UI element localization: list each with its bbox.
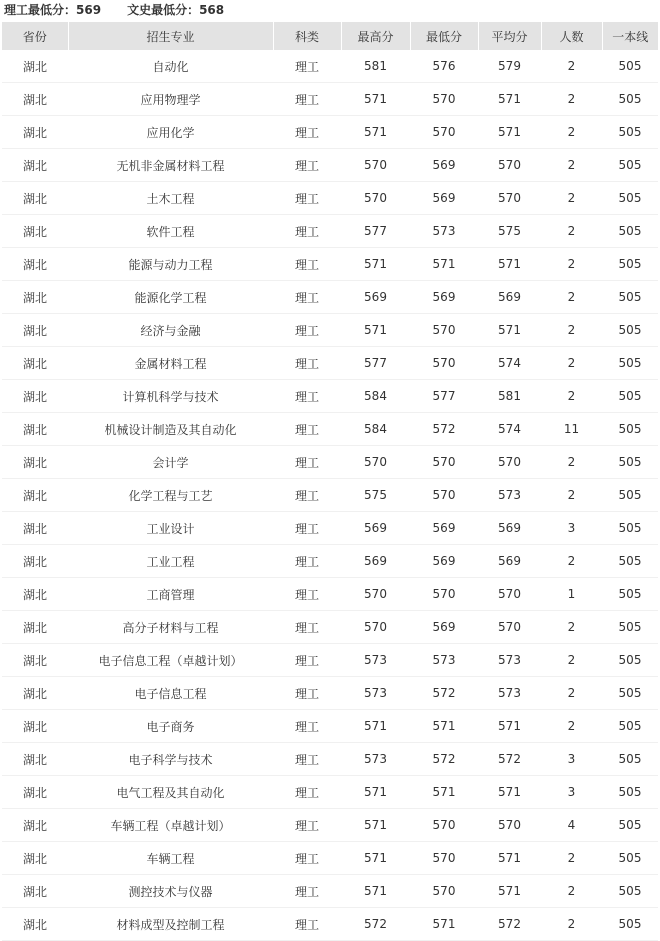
table-cell-count: 1 bbox=[541, 578, 602, 611]
column-header-max-score: 最高分 bbox=[341, 22, 410, 50]
table-cell-min-score: 571 bbox=[410, 248, 478, 281]
table-cell-count: 2 bbox=[541, 248, 602, 281]
table-cell-count: 2 bbox=[541, 83, 602, 116]
table-cell-category: 理工 bbox=[273, 611, 341, 644]
column-header-major: 招生专业 bbox=[68, 22, 273, 50]
table-cell-avg-score: 574 bbox=[478, 347, 541, 380]
table-row bbox=[2, 347, 658, 380]
table-cell-avg-score: 571 bbox=[478, 776, 541, 809]
table-cell-max-score: 570 bbox=[341, 182, 410, 215]
table-cell-count: 2 bbox=[541, 446, 602, 479]
table-cell-province: 湖北 bbox=[2, 776, 68, 809]
table-cell-avg-score: 569 bbox=[478, 512, 541, 545]
table-cell-category: 理工 bbox=[273, 116, 341, 149]
table-cell-min-score: 571 bbox=[410, 908, 478, 941]
table-cell-category: 理工 bbox=[273, 50, 341, 83]
table-cell-max-score: 569 bbox=[341, 281, 410, 314]
table-cell-min-score: 569 bbox=[410, 611, 478, 644]
table-cell-category: 理工 bbox=[273, 908, 341, 941]
table-cell-count: 2 bbox=[541, 215, 602, 248]
table-cell-province: 湖北 bbox=[2, 182, 68, 215]
table-cell-avg-score: 571 bbox=[478, 710, 541, 743]
table-cell-count: 2 bbox=[541, 380, 602, 413]
table-cell-major: 材料成型及控制工程 bbox=[68, 908, 273, 941]
table-cell-max-score: 571 bbox=[341, 710, 410, 743]
table-cell-major: 金属材料工程 bbox=[68, 347, 273, 380]
table-cell-category: 理工 bbox=[273, 809, 341, 842]
table-cell-cutoff-line: 505 bbox=[602, 743, 658, 776]
table-cell-count: 2 bbox=[541, 314, 602, 347]
table-cell-major: 经济与金融 bbox=[68, 314, 273, 347]
table-cell-major: 机械设计制造及其自动化 bbox=[68, 413, 273, 446]
table-cell-category: 理工 bbox=[273, 446, 341, 479]
table-cell-count: 2 bbox=[541, 677, 602, 710]
table-row bbox=[2, 644, 658, 677]
table-cell-min-score: 570 bbox=[410, 479, 478, 512]
table-cell-min-score: 569 bbox=[410, 149, 478, 182]
table-cell-cutoff-line: 505 bbox=[602, 710, 658, 743]
table-cell-cutoff-line: 505 bbox=[602, 116, 658, 149]
table-row bbox=[2, 776, 658, 809]
science-min-score: 理工最低分：569 bbox=[4, 3, 102, 17]
table-cell-major: 电子商务 bbox=[68, 710, 273, 743]
table-row bbox=[2, 479, 658, 512]
table-cell-count: 2 bbox=[541, 644, 602, 677]
table-cell-category: 理工 bbox=[273, 380, 341, 413]
table-cell-max-score: 569 bbox=[341, 545, 410, 578]
table-cell-max-score: 571 bbox=[341, 809, 410, 842]
table-cell-count: 2 bbox=[541, 710, 602, 743]
table-cell-category: 理工 bbox=[273, 644, 341, 677]
table-cell-major: 软件工程 bbox=[68, 215, 273, 248]
table-cell-min-score: 570 bbox=[410, 83, 478, 116]
table-cell-cutoff-line: 505 bbox=[602, 50, 658, 83]
table-cell-category: 理工 bbox=[273, 578, 341, 611]
table-cell-cutoff-line: 505 bbox=[602, 875, 658, 908]
table-cell-province: 湖北 bbox=[2, 479, 68, 512]
table-cell-category: 理工 bbox=[273, 314, 341, 347]
table-cell-avg-score: 581 bbox=[478, 380, 541, 413]
table-cell-cutoff-line: 505 bbox=[602, 149, 658, 182]
table-cell-major: 土木工程 bbox=[68, 182, 273, 215]
table-cell-major: 化学工程与工艺 bbox=[68, 479, 273, 512]
table-row bbox=[2, 314, 658, 347]
table-cell-major: 能源化学工程 bbox=[68, 281, 273, 314]
column-header-min-score: 最低分 bbox=[410, 22, 478, 50]
table-cell-cutoff-line: 505 bbox=[602, 776, 658, 809]
table-cell-major: 高分子材料与工程 bbox=[68, 611, 273, 644]
table-cell-province: 湖北 bbox=[2, 644, 68, 677]
table-cell-cutoff-line: 505 bbox=[602, 578, 658, 611]
table-cell-major: 电气工程及其自动化 bbox=[68, 776, 273, 809]
table-row bbox=[2, 50, 658, 83]
table-cell-max-score: 569 bbox=[341, 512, 410, 545]
table-cell-cutoff-line: 505 bbox=[602, 281, 658, 314]
table-cell-province: 湖北 bbox=[2, 281, 68, 314]
table-cell-cutoff-line: 505 bbox=[602, 512, 658, 545]
table-cell-avg-score: 579 bbox=[478, 50, 541, 83]
table-cell-min-score: 570 bbox=[410, 446, 478, 479]
table-cell-cutoff-line: 505 bbox=[602, 809, 658, 842]
table-cell-cutoff-line: 505 bbox=[602, 215, 658, 248]
table-body bbox=[2, 50, 658, 941]
table-cell-count: 2 bbox=[541, 875, 602, 908]
table-cell-cutoff-line: 505 bbox=[602, 479, 658, 512]
table-cell-max-score: 571 bbox=[341, 842, 410, 875]
table-cell-min-score: 572 bbox=[410, 677, 478, 710]
table-header-row bbox=[2, 22, 658, 50]
table-row bbox=[2, 545, 658, 578]
table-cell-province: 湖北 bbox=[2, 413, 68, 446]
column-header-province: 省份 bbox=[2, 22, 68, 50]
table-cell-major: 自动化 bbox=[68, 50, 273, 83]
table-cell-province: 湖北 bbox=[2, 446, 68, 479]
table-cell-category: 理工 bbox=[273, 512, 341, 545]
table-cell-min-score: 573 bbox=[410, 644, 478, 677]
table-cell-province: 湖北 bbox=[2, 842, 68, 875]
table-cell-avg-score: 570 bbox=[478, 578, 541, 611]
table-row bbox=[2, 413, 658, 446]
table-cell-province: 湖北 bbox=[2, 50, 68, 83]
table-cell-cutoff-line: 505 bbox=[602, 677, 658, 710]
table-cell-major: 工业设计 bbox=[68, 512, 273, 545]
table-cell-major: 应用物理学 bbox=[68, 83, 273, 116]
table-cell-avg-score: 570 bbox=[478, 809, 541, 842]
table-row bbox=[2, 446, 658, 479]
table-cell-max-score: 573 bbox=[341, 677, 410, 710]
table-cell-cutoff-line: 505 bbox=[602, 314, 658, 347]
table-cell-cutoff-line: 505 bbox=[602, 182, 658, 215]
table-cell-major: 会计学 bbox=[68, 446, 273, 479]
table-cell-count: 2 bbox=[541, 116, 602, 149]
table-cell-min-score: 569 bbox=[410, 182, 478, 215]
table-cell-province: 湖北 bbox=[2, 743, 68, 776]
table-row bbox=[2, 842, 658, 875]
table-cell-province: 湖北 bbox=[2, 677, 68, 710]
table-cell-max-score: 570 bbox=[341, 578, 410, 611]
table-cell-province: 湖北 bbox=[2, 347, 68, 380]
table-cell-cutoff-line: 505 bbox=[602, 83, 658, 116]
table-cell-max-score: 571 bbox=[341, 248, 410, 281]
table-cell-category: 理工 bbox=[273, 776, 341, 809]
table-cell-category: 理工 bbox=[273, 248, 341, 281]
table-cell-count: 2 bbox=[541, 347, 602, 380]
table-cell-avg-score: 573 bbox=[478, 479, 541, 512]
table-cell-category: 理工 bbox=[273, 215, 341, 248]
table-row bbox=[2, 380, 658, 413]
table-cell-province: 湖北 bbox=[2, 248, 68, 281]
table-row bbox=[2, 809, 658, 842]
table-cell-count: 2 bbox=[541, 149, 602, 182]
table-cell-count: 11 bbox=[541, 413, 602, 446]
table-cell-category: 理工 bbox=[273, 743, 341, 776]
table-cell-min-score: 570 bbox=[410, 809, 478, 842]
table-cell-avg-score: 571 bbox=[478, 314, 541, 347]
table-cell-max-score: 573 bbox=[341, 743, 410, 776]
table-cell-major: 车辆工程（卓越计划） bbox=[68, 809, 273, 842]
table-cell-count: 2 bbox=[541, 611, 602, 644]
table-cell-province: 湖北 bbox=[2, 578, 68, 611]
table-cell-avg-score: 569 bbox=[478, 545, 541, 578]
column-header-count: 人数 bbox=[541, 22, 602, 50]
table-cell-avg-score: 570 bbox=[478, 149, 541, 182]
table-cell-province: 湖北 bbox=[2, 116, 68, 149]
table-cell-cutoff-line: 505 bbox=[602, 908, 658, 941]
table-cell-min-score: 573 bbox=[410, 215, 478, 248]
table-row bbox=[2, 743, 658, 776]
table-cell-province: 湖北 bbox=[2, 83, 68, 116]
table-cell-province: 湖北 bbox=[2, 611, 68, 644]
table-cell-cutoff-line: 505 bbox=[602, 347, 658, 380]
table-cell-avg-score: 571 bbox=[478, 875, 541, 908]
table-cell-category: 理工 bbox=[273, 413, 341, 446]
table-row bbox=[2, 248, 658, 281]
table-cell-major: 电子信息工程 bbox=[68, 677, 273, 710]
table-cell-cutoff-line: 505 bbox=[602, 446, 658, 479]
table-cell-min-score: 571 bbox=[410, 776, 478, 809]
table-cell-count: 2 bbox=[541, 281, 602, 314]
table-row bbox=[2, 182, 658, 215]
table-row bbox=[2, 149, 658, 182]
table-cell-major: 能源与动力工程 bbox=[68, 248, 273, 281]
table-cell-avg-score: 571 bbox=[478, 248, 541, 281]
column-header-category: 科类 bbox=[273, 22, 341, 50]
column-header-cutoff-line: 一本线 bbox=[602, 22, 658, 50]
table-cell-province: 湖北 bbox=[2, 512, 68, 545]
table-cell-count: 4 bbox=[541, 809, 602, 842]
table-cell-min-score: 570 bbox=[410, 875, 478, 908]
table-cell-min-score: 570 bbox=[410, 578, 478, 611]
table-cell-province: 湖北 bbox=[2, 908, 68, 941]
table-cell-cutoff-line: 505 bbox=[602, 413, 658, 446]
table-cell-max-score: 584 bbox=[341, 380, 410, 413]
table-cell-province: 湖北 bbox=[2, 809, 68, 842]
table-row bbox=[2, 908, 658, 941]
table-cell-min-score: 577 bbox=[410, 380, 478, 413]
table-cell-cutoff-line: 505 bbox=[602, 380, 658, 413]
table-row bbox=[2, 83, 658, 116]
table-cell-count: 3 bbox=[541, 512, 602, 545]
table-cell-avg-score: 571 bbox=[478, 116, 541, 149]
score-summary bbox=[0, 0, 660, 22]
table-row bbox=[2, 578, 658, 611]
table-row bbox=[2, 281, 658, 314]
table-row bbox=[2, 710, 658, 743]
table-cell-cutoff-line: 505 bbox=[602, 644, 658, 677]
table-cell-count: 2 bbox=[541, 479, 602, 512]
table-cell-min-score: 571 bbox=[410, 710, 478, 743]
table-cell-category: 理工 bbox=[273, 83, 341, 116]
table-cell-max-score: 575 bbox=[341, 479, 410, 512]
table-cell-major: 工业工程 bbox=[68, 545, 273, 578]
table-cell-count: 3 bbox=[541, 776, 602, 809]
table-row bbox=[2, 677, 658, 710]
table-cell-province: 湖北 bbox=[2, 215, 68, 248]
table-cell-avg-score: 572 bbox=[478, 743, 541, 776]
table-cell-count: 3 bbox=[541, 743, 602, 776]
table-cell-avg-score: 573 bbox=[478, 677, 541, 710]
table-cell-count: 2 bbox=[541, 908, 602, 941]
table-cell-min-score: 570 bbox=[410, 347, 478, 380]
table-cell-max-score: 581 bbox=[341, 50, 410, 83]
table-cell-avg-score: 570 bbox=[478, 182, 541, 215]
table-cell-major: 电子科学与技术 bbox=[68, 743, 273, 776]
table-cell-category: 理工 bbox=[273, 149, 341, 182]
liberal-min-score: 文史最低分：568 bbox=[127, 3, 225, 17]
table-cell-max-score: 571 bbox=[341, 776, 410, 809]
table-cell-category: 理工 bbox=[273, 842, 341, 875]
table-cell-major: 计算机科学与技术 bbox=[68, 380, 273, 413]
table-cell-major: 车辆工程 bbox=[68, 842, 273, 875]
table-cell-avg-score: 574 bbox=[478, 413, 541, 446]
table-cell-max-score: 571 bbox=[341, 116, 410, 149]
table-cell-max-score: 571 bbox=[341, 314, 410, 347]
table-cell-category: 理工 bbox=[273, 281, 341, 314]
table-cell-avg-score: 569 bbox=[478, 281, 541, 314]
table-cell-min-score: 570 bbox=[410, 314, 478, 347]
table-cell-major: 工商管理 bbox=[68, 578, 273, 611]
table-cell-avg-score: 575 bbox=[478, 215, 541, 248]
table-row bbox=[2, 875, 658, 908]
table-cell-min-score: 576 bbox=[410, 50, 478, 83]
table-cell-max-score: 571 bbox=[341, 83, 410, 116]
table-cell-cutoff-line: 505 bbox=[602, 842, 658, 875]
table-cell-count: 2 bbox=[541, 545, 602, 578]
table-cell-category: 理工 bbox=[273, 479, 341, 512]
table-cell-category: 理工 bbox=[273, 677, 341, 710]
table-cell-count: 2 bbox=[541, 182, 602, 215]
table-cell-max-score: 584 bbox=[341, 413, 410, 446]
table-cell-category: 理工 bbox=[273, 875, 341, 908]
table-cell-count: 2 bbox=[541, 50, 602, 83]
table-cell-category: 理工 bbox=[273, 182, 341, 215]
table-cell-province: 湖北 bbox=[2, 545, 68, 578]
table-cell-province: 湖北 bbox=[2, 380, 68, 413]
table-cell-max-score: 570 bbox=[341, 446, 410, 479]
table-cell-min-score: 572 bbox=[410, 743, 478, 776]
table-cell-province: 湖北 bbox=[2, 875, 68, 908]
table-cell-max-score: 571 bbox=[341, 875, 410, 908]
table-row bbox=[2, 512, 658, 545]
table-cell-max-score: 573 bbox=[341, 644, 410, 677]
table-cell-cutoff-line: 505 bbox=[602, 248, 658, 281]
table-cell-avg-score: 573 bbox=[478, 644, 541, 677]
table-cell-cutoff-line: 505 bbox=[602, 611, 658, 644]
table-cell-avg-score: 572 bbox=[478, 908, 541, 941]
table-cell-major: 测控技术与仪器 bbox=[68, 875, 273, 908]
table-row bbox=[2, 215, 658, 248]
table-cell-min-score: 570 bbox=[410, 842, 478, 875]
table-cell-max-score: 570 bbox=[341, 149, 410, 182]
table-row bbox=[2, 116, 658, 149]
table-cell-province: 湖北 bbox=[2, 710, 68, 743]
column-header-avg-score: 平均分 bbox=[478, 22, 541, 50]
table-cell-avg-score: 570 bbox=[478, 611, 541, 644]
table-cell-avg-score: 571 bbox=[478, 83, 541, 116]
table-cell-province: 湖北 bbox=[2, 149, 68, 182]
table-cell-min-score: 569 bbox=[410, 281, 478, 314]
table-cell-avg-score: 571 bbox=[478, 842, 541, 875]
table-cell-category: 理工 bbox=[273, 545, 341, 578]
table-cell-cutoff-line: 505 bbox=[602, 545, 658, 578]
admission-score-table bbox=[2, 22, 658, 941]
table-cell-min-score: 572 bbox=[410, 413, 478, 446]
table-cell-min-score: 569 bbox=[410, 512, 478, 545]
table-cell-count: 2 bbox=[541, 842, 602, 875]
table-cell-major: 无机非金属材料工程 bbox=[68, 149, 273, 182]
table-cell-avg-score: 570 bbox=[478, 446, 541, 479]
table-cell-category: 理工 bbox=[273, 710, 341, 743]
table-cell-max-score: 570 bbox=[341, 611, 410, 644]
table-cell-category: 理工 bbox=[273, 347, 341, 380]
table-cell-max-score: 572 bbox=[341, 908, 410, 941]
table-cell-major: 电子信息工程（卓越计划） bbox=[68, 644, 273, 677]
table-row bbox=[2, 611, 658, 644]
table-cell-max-score: 577 bbox=[341, 215, 410, 248]
table-cell-province: 湖北 bbox=[2, 314, 68, 347]
table-cell-min-score: 569 bbox=[410, 545, 478, 578]
table-cell-major: 应用化学 bbox=[68, 116, 273, 149]
table-cell-max-score: 577 bbox=[341, 347, 410, 380]
table-cell-min-score: 570 bbox=[410, 116, 478, 149]
